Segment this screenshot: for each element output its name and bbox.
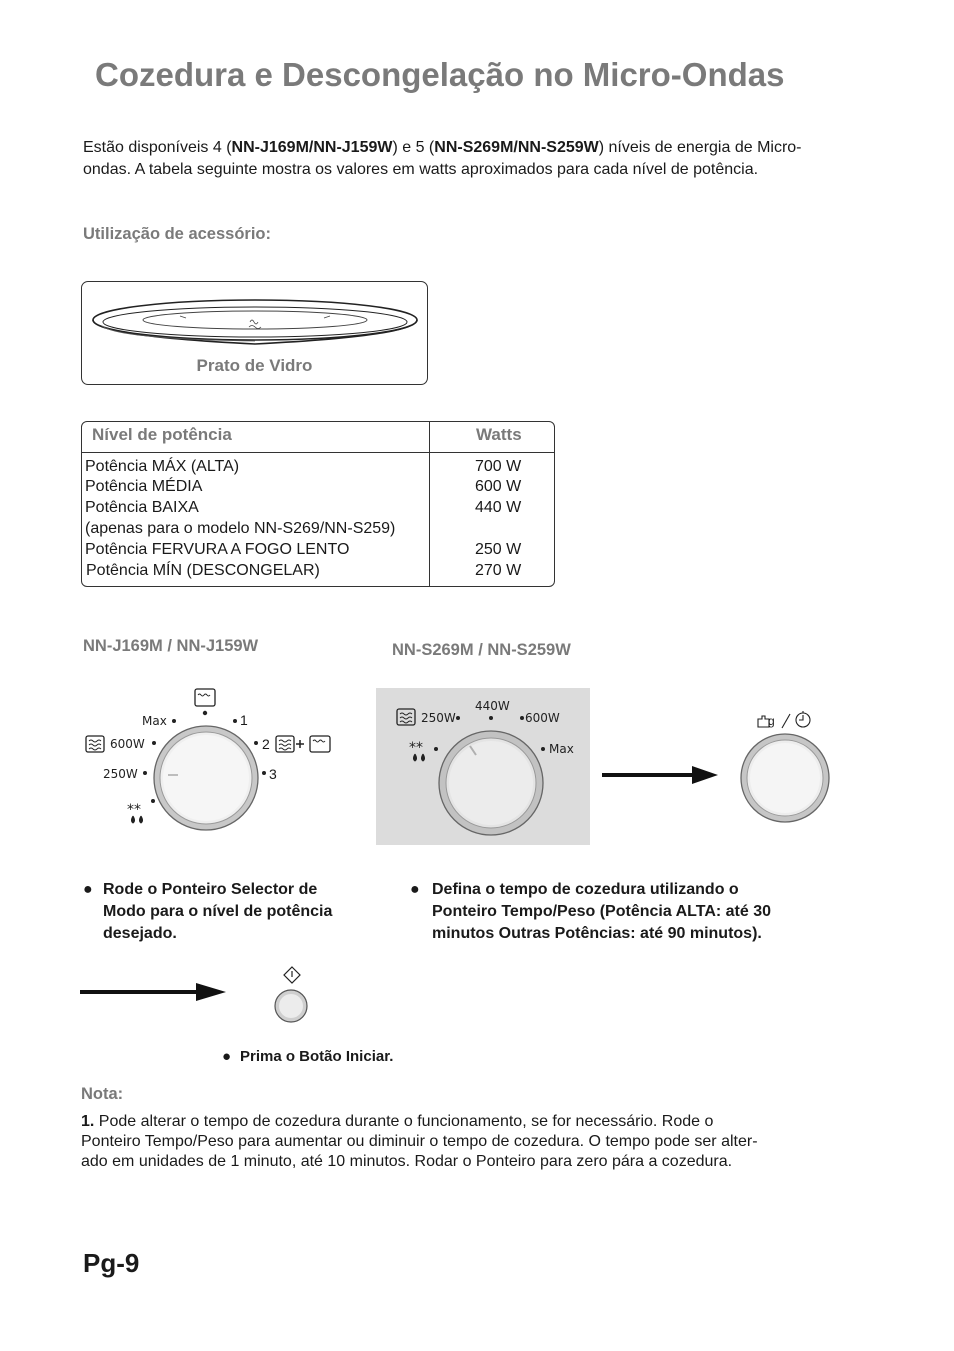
table-divider xyxy=(429,422,430,586)
model-s-heading: NN-S269M / NN-S259W xyxy=(392,641,571,659)
dial-s-panel xyxy=(376,688,590,845)
page-number: Pg-9 xyxy=(83,1248,140,1278)
step-2-line: Ponteiro Tempo/Peso (Potência ALTA: até 30 xyxy=(432,903,772,920)
accessory-heading: Utilização de acessório: xyxy=(83,225,271,243)
weight-unit-label: g xyxy=(768,714,775,728)
dial-j-setting-3: 3 xyxy=(269,766,277,782)
intro-paragraph xyxy=(83,137,823,181)
start-button[interactable] xyxy=(270,964,314,1026)
table-header-watts: Watts xyxy=(476,425,522,444)
step-2-text xyxy=(432,879,771,945)
clock-icon xyxy=(796,711,810,727)
intro-text-1: Estão disponíveis 4 ( xyxy=(83,139,232,156)
table-row-level: Potência MÁX (ALTA) xyxy=(85,458,240,475)
power-table xyxy=(81,421,555,587)
microwave-waves-icon xyxy=(86,736,104,752)
intro-model-j: NN-J169M/NN-J159W xyxy=(231,139,393,156)
note-line: Ponteiro Tempo/Peso para aumentar ou diminuir o tempo de cozedura. O tempo pode ser alter- xyxy=(81,1133,758,1150)
dial-j-600w-label: 600W xyxy=(110,737,145,751)
step-2-line: minutos Outras Potências: até 90 minutos). xyxy=(432,925,762,942)
microwave-waves-icon xyxy=(276,736,294,752)
start-icon xyxy=(284,967,300,983)
slash-icon xyxy=(782,714,790,728)
dial-s-600w-label: 600W xyxy=(525,711,560,725)
bullet-dot: ● xyxy=(222,1048,232,1065)
note-number: 1. xyxy=(81,1113,95,1130)
intro-text-2: ) e 5 ( xyxy=(392,139,435,156)
arrow-right-icon xyxy=(602,763,722,787)
grill-icon xyxy=(310,736,330,752)
grill-icon xyxy=(195,689,215,706)
dial-j-setting-1: 1 xyxy=(240,712,248,728)
bullet-dot: ● xyxy=(410,881,420,898)
table-row-watts: 600 W xyxy=(475,478,522,495)
dial-j-panel xyxy=(82,686,342,846)
dial-s-max-label: Max xyxy=(549,742,574,756)
dial-j-graphics xyxy=(82,686,342,846)
table-row-level: Potência BAIXA xyxy=(85,499,199,516)
table-row-watts: 270 W xyxy=(475,562,522,579)
microwave-waves-icon xyxy=(397,709,415,725)
accessory-box xyxy=(81,281,428,385)
table-row-level: Potência MÍN (DESCONGELAR) xyxy=(86,562,320,579)
step-3-text: Prima o Botão Iniciar. xyxy=(240,1048,394,1065)
table-row-watts: 440 W xyxy=(475,499,522,516)
timer-weight-dial[interactable] xyxy=(738,706,834,826)
model-j-heading: NN-J169M / NN-J159W xyxy=(83,637,259,655)
dial-j-max-label: Max xyxy=(142,714,167,728)
step-1-line: Rode o Ponteiro Selector de xyxy=(103,881,318,898)
step-1-line: desejado. xyxy=(103,925,177,942)
step-3 xyxy=(222,1046,482,1070)
step-1-line: Modo para o nível de potência xyxy=(103,903,333,920)
table-row-level: (apenas para o modelo NN-S269/NN-S259) xyxy=(85,520,396,537)
table-row-watts: 250 W xyxy=(475,541,522,558)
arrow-right-icon xyxy=(80,980,230,1004)
page-title: Cozedura e Descongelação no Micro-Ondas xyxy=(95,56,785,93)
svg-text:**: ** xyxy=(409,740,423,756)
note-line-text: Pode alterar o tempo de cozedura durante o funcionamento, se for necessário. Rode o xyxy=(98,1113,714,1130)
note-heading: Nota: xyxy=(81,1085,124,1103)
note-line: ado em unidades de 1 minuto, até 10 minutos. Rodar o Ponteiro para zero pára a cozedura. xyxy=(81,1153,733,1170)
step-1 xyxy=(83,879,383,949)
intro-model-s: NN-S269M/NN-S259W xyxy=(434,139,599,156)
table-header-divider xyxy=(82,452,554,453)
dial-s-250w-label: 250W xyxy=(421,711,456,725)
step-2 xyxy=(410,879,830,949)
dial-s-440w-label: 440W xyxy=(475,699,510,713)
defrost-icon xyxy=(409,740,425,761)
table-row-watts: 700 W xyxy=(475,458,522,475)
intro-text-3: ) níveis de energia de Micro-ondas. A tabela seguinte mostra os valores em watts aproximados para cada nível de potência. xyxy=(83,139,802,178)
step-2-line: Defina o tempo de cozedura utilizando o xyxy=(432,881,739,898)
note-text xyxy=(81,1112,831,1172)
dial-j-250w-label: 250W xyxy=(103,767,138,781)
svg-text:**: ** xyxy=(127,802,141,818)
step-1-text xyxy=(103,879,332,945)
defrost-icon xyxy=(127,802,143,823)
table-header-level: Nível de potência xyxy=(92,425,232,444)
glass-tray-label: Prato de Vidro xyxy=(196,356,313,375)
table-row-level: Potência MÉDIA xyxy=(85,478,203,495)
note-line xyxy=(81,1112,831,1132)
table-row-level: Potência FERVURA A FOGO LENTO xyxy=(85,541,350,558)
bullet-dot: ● xyxy=(83,881,93,898)
dial-j-setting-2: 2 xyxy=(262,736,270,752)
glass-tray-icon xyxy=(90,294,420,356)
